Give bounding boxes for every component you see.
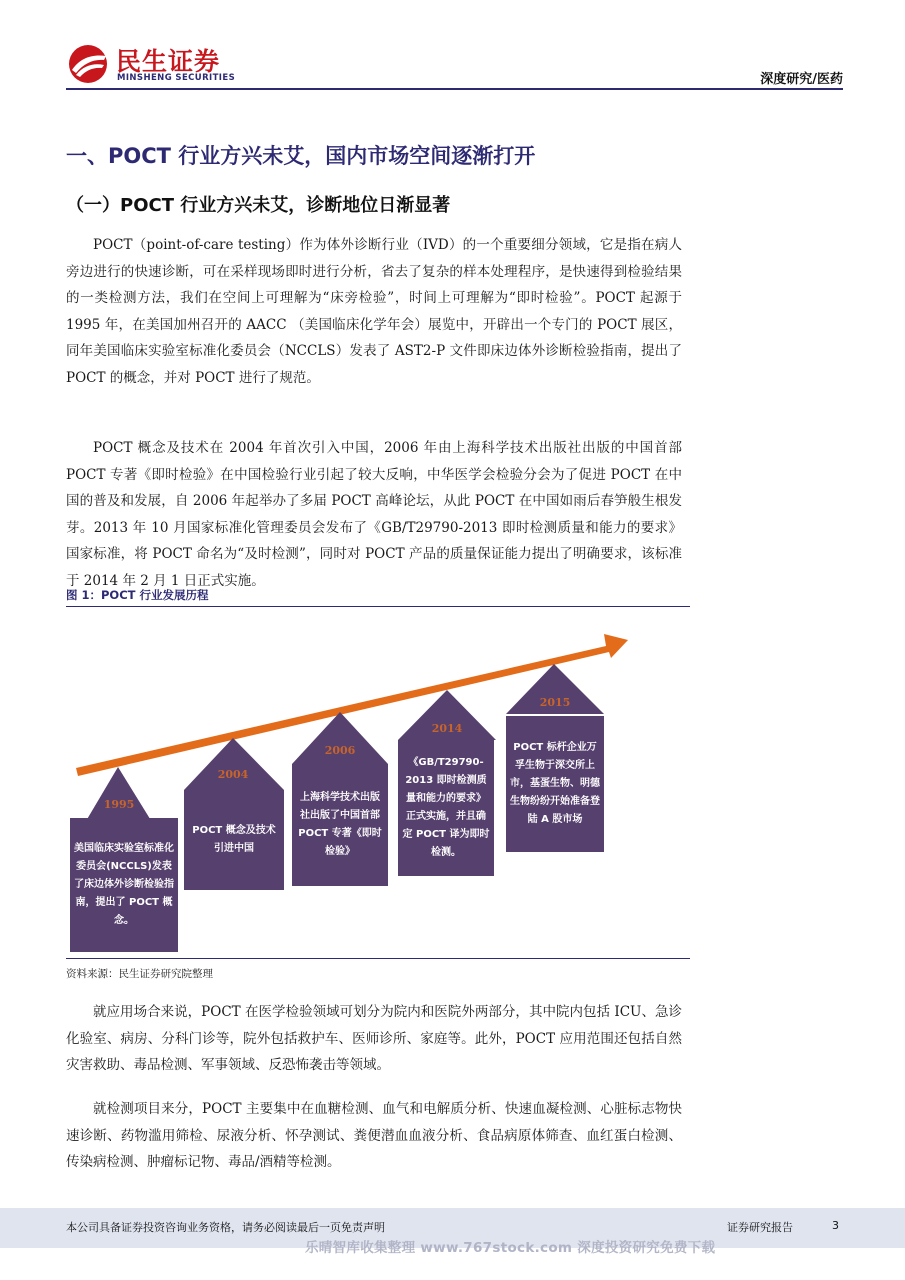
milestone-year-2004: 2004 [217, 768, 249, 781]
milestone-box-2006: 上海科学技术出版社出版了中国首部 POCT 专著《即时检验》 [292, 764, 388, 886]
report-type-label: 深度研究/医药 [760, 72, 843, 87]
figure-bottom-rule [66, 958, 690, 959]
milestone-box-2015: POCT 标杆企业万孚生物于深交所上市，基蛋生物、明德生物纷纷开始准备登陆 A 股市场 [506, 716, 604, 852]
body-paragraph-definition: POCT（point-of-care testing）作为体外诊断行业（IVD）的一个重要细分领域，它是指在病人旁边进行的快速诊断，可在采样现场即时进行分析，省去了复杂的样本处理程序，是快速得到检验结果的一类检测方法，我们在空间上可理解为“床旁检验”，时间上可理解为“即时检验”。POCT 起源于 1995 年，在美国加州召开的 AACC （美国临床化学年会）展览中，开辟出一个专门的 POCT 展区，同年美国临床实验室标准化委员会（NCCLS）发表了 AST2-P 文件即床边体外诊断检验指南，提出了 POCT 的概念，并对 POCT 进行了规范。 [66, 237, 682, 386]
section-heading: 一、POCT 行业方兴未艾，国内市场空间逐渐打开 [66, 144, 536, 168]
milestone-year-1995: 1995 [103, 798, 135, 811]
timeline-figure [66, 612, 690, 957]
milestone-box-1995: 美国临床实验室标准化委员会(NCCLS)发表了床边体外诊断检验指南，提出了 POCT 概念。 [70, 818, 178, 952]
subsection-heading: （一）POCT 行业方兴未艾，诊断地位日渐显著 [66, 195, 451, 216]
milestone-box-2014: 《GB/T29790-2013 即时检测质量和能力的要求》正式实施，并且确定 POCT 译为即时检测。 [398, 740, 494, 876]
milestone-box-2004: POCT 概念及技术引进中国 [184, 790, 284, 890]
logo-chinese-name: 民生证券 [116, 47, 221, 76]
milestone-year-2006: 2006 [324, 744, 356, 757]
minsheng-logo-icon [66, 44, 110, 84]
footer-report-label: 证券研究报告 [727, 1221, 793, 1234]
body-paragraph-application: 就应用场合来说，POCT 在医学检验领域可划分为院内和医院外两部分，其中院内包括 ICU、急诊化验室、病房、分科门诊等，院外包括救护车、医师诊所、家庭等。此外，POCT 应用范围还包括自然灾害救助、毒品检测、军事领域、反恐怖袭击等领域。 [66, 1004, 682, 1073]
footer-watermark: 乐晴智库收集整理 www.767stock.com 深度投资研究免费下载 [305, 1240, 716, 1256]
milestone-year-2014: 2014 [431, 722, 463, 735]
milestone-year-2015: 2015 [539, 696, 571, 709]
body-paragraph-test-items: 就检测项目来分，POCT 主要集中在血糖检测、血气和电解质分析、快速血凝检测、心脏标志物快速诊断、药物滥用筛检、尿液分析、怀孕测试、粪便潜血血液分析、食品病原体筛查、血红蛋白检测、传染病检测、肿瘤标记物、毒品/酒精等检测。 [66, 1101, 682, 1170]
page-number: 3 [832, 1219, 839, 1232]
figure-caption: 图 1：POCT 行业发展历程 [66, 588, 209, 602]
figure-source: 资料来源：民生证券研究院整理 [66, 968, 213, 980]
body-paragraph-china-history: POCT 概念及技术在 2004 年首次引入中国，2006 年由上海科学技术出版社出版的中国首部 POCT 专著《即时检验》在中国检验行业引起了较大反响，中华医学会检验分会为了促进 POCT 在中国的普及和发展，自 2006 年起举办了多届 POCT 高峰论坛，从此 POCT 在中国如雨后春笋般生根发芽。2013 年 10 月国家标准化管理委员会发布了《GB/T29790-2013 即时检测质量和能力的要求》国家标准，将 POCT 命名为“及时检测”，同时对 POCT 产品的质量保证能力提出了明确要求，该标准于 2014 年 2 月 1 日正式实施。 [66, 440, 682, 589]
header-divider [66, 88, 843, 90]
figure-top-rule [66, 606, 690, 607]
footer-disclaimer: 本公司具备证券投资咨询业务资格，请务必阅读最后一页免责声明 [66, 1221, 385, 1234]
logo-english-name: MINSHENG SECURITIES [117, 73, 236, 83]
